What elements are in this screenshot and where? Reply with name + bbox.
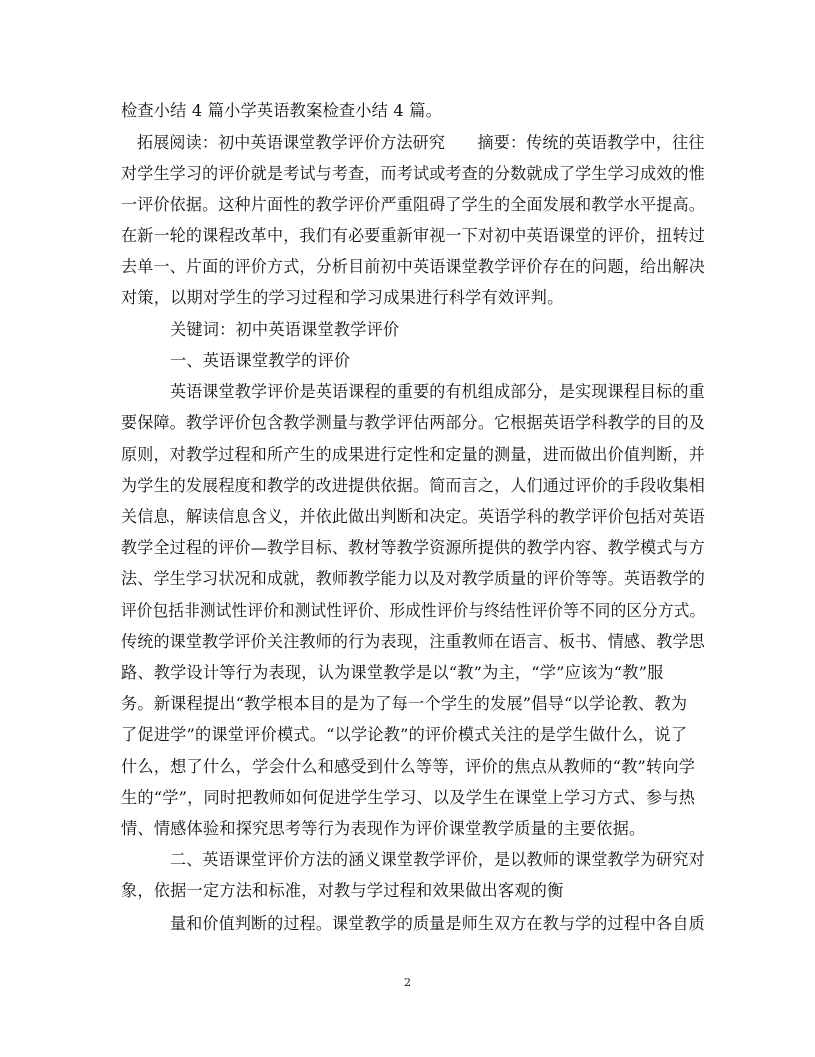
text-line-5: 在新一轮的课程改革中，我们有必要重新审视一下对初中英语课堂的评价，扭转过 <box>121 226 705 245</box>
text-line-6: 去单一、片面的评价方式，分析目前初中英语课堂教学评价存在的问题，给出解决 <box>121 257 705 276</box>
text-line-4: 一评价依据。这种片面性的教学评价严重阻碍了学生的全面发展和教学水平提高。 <box>121 195 705 214</box>
text-line-18: 传统的课堂教学评价关注教师的行为表现，注重教师在语言、板书、情感、教学思 <box>121 632 705 651</box>
text-line-24: 情、情感体验和探究思考等行为表现作为评价课堂教学质量的主要依据。 <box>121 819 646 838</box>
text-line-17: 评价包括非测试性评价和测试性评价、形成性评价与终结性评价等不同的区分方式。 <box>121 601 706 620</box>
text-line-27: 量和价值判断的过程。课堂教学的质量是师生双方在教与学的过程中各自质 <box>170 914 705 933</box>
text-line-12: 原则，对教学过程和所产生的成果进行定性和定量的测量，进而做出价值判断，并 <box>121 445 705 464</box>
section-heading-2: 二、英语课堂评价方法的涵义课堂教学评价，是以教师的课堂教学为研究对 <box>170 850 705 869</box>
text-line-20: 务。新课程提出“教学根本目的是为了每一个学生的发展”倡导“以学论教、教为 <box>121 694 688 713</box>
text-line-1: 检查小结 4 篇小学英语教案检查小结 4 篇。 <box>121 101 442 120</box>
text-line-23: 生的“学”，同时把教师如何促进学生学习、以及学生在课堂上学习方式、参与热 <box>121 788 696 807</box>
text-line-26: 象，依据一定方法和标准，对教与学过程和效果做出客观的衡 <box>121 881 564 900</box>
text-line-15: 教学全过程的评价—教学目标、教材等教学资源所提供的教学内容、教学模式与方 <box>121 538 705 557</box>
text-line-10: 英语课堂教学评价是英语课程的重要的有机组成部分，是实现课程目标的重 <box>170 382 705 401</box>
text-line-16: 法、学生学习状况和成就，教师教学能力以及对教学质量的评价等等。英语教学的 <box>121 569 705 588</box>
text-line-13: 为学生的发展程度和教学的改进提供依据。简而言之，人们通过评价的手段收集相 <box>121 476 705 495</box>
page-number: 2 <box>404 976 411 989</box>
text-line-7: 对策，以期对学生的学习过程和学习成果进行科学有效评判。 <box>121 288 564 307</box>
text-line-2: 拓展阅读：初中英语课堂教学评价方法研究 摘要：传统的英语教学中，往往 <box>137 133 705 152</box>
text-line-11: 要保障。教学评价包含教学测量与教学评估两部分。它根据英语学科教学的目的及 <box>121 413 705 432</box>
text-line-21: 了促进学”的课堂评价模式。“以学论教”的评价模式关注的是学生做什么，说了 <box>121 725 688 744</box>
text-line-3: 对学生学习的评价就是考试与考查，而考试或考查的分数就成了学生学习成效的惟 <box>121 164 705 183</box>
section-heading-1: 一、英语课堂教学的评价 <box>170 351 351 370</box>
keywords-line: 关键词：初中英语课堂教学评价 <box>170 320 400 339</box>
text-line-19: 路、教学设计等行为表现，认为课堂教学是以“教”为主，“学”应该为“教”服 <box>121 663 664 682</box>
text-line-22: 什么，想了什么，学会什么和感受到什么等等，评价的焦点从教师的“教”转向学 <box>121 757 696 776</box>
text-line-14: 关信息，解读信息含义，并依此做出判断和决定。英语学科的教学评价包括对英语 <box>121 507 705 526</box>
